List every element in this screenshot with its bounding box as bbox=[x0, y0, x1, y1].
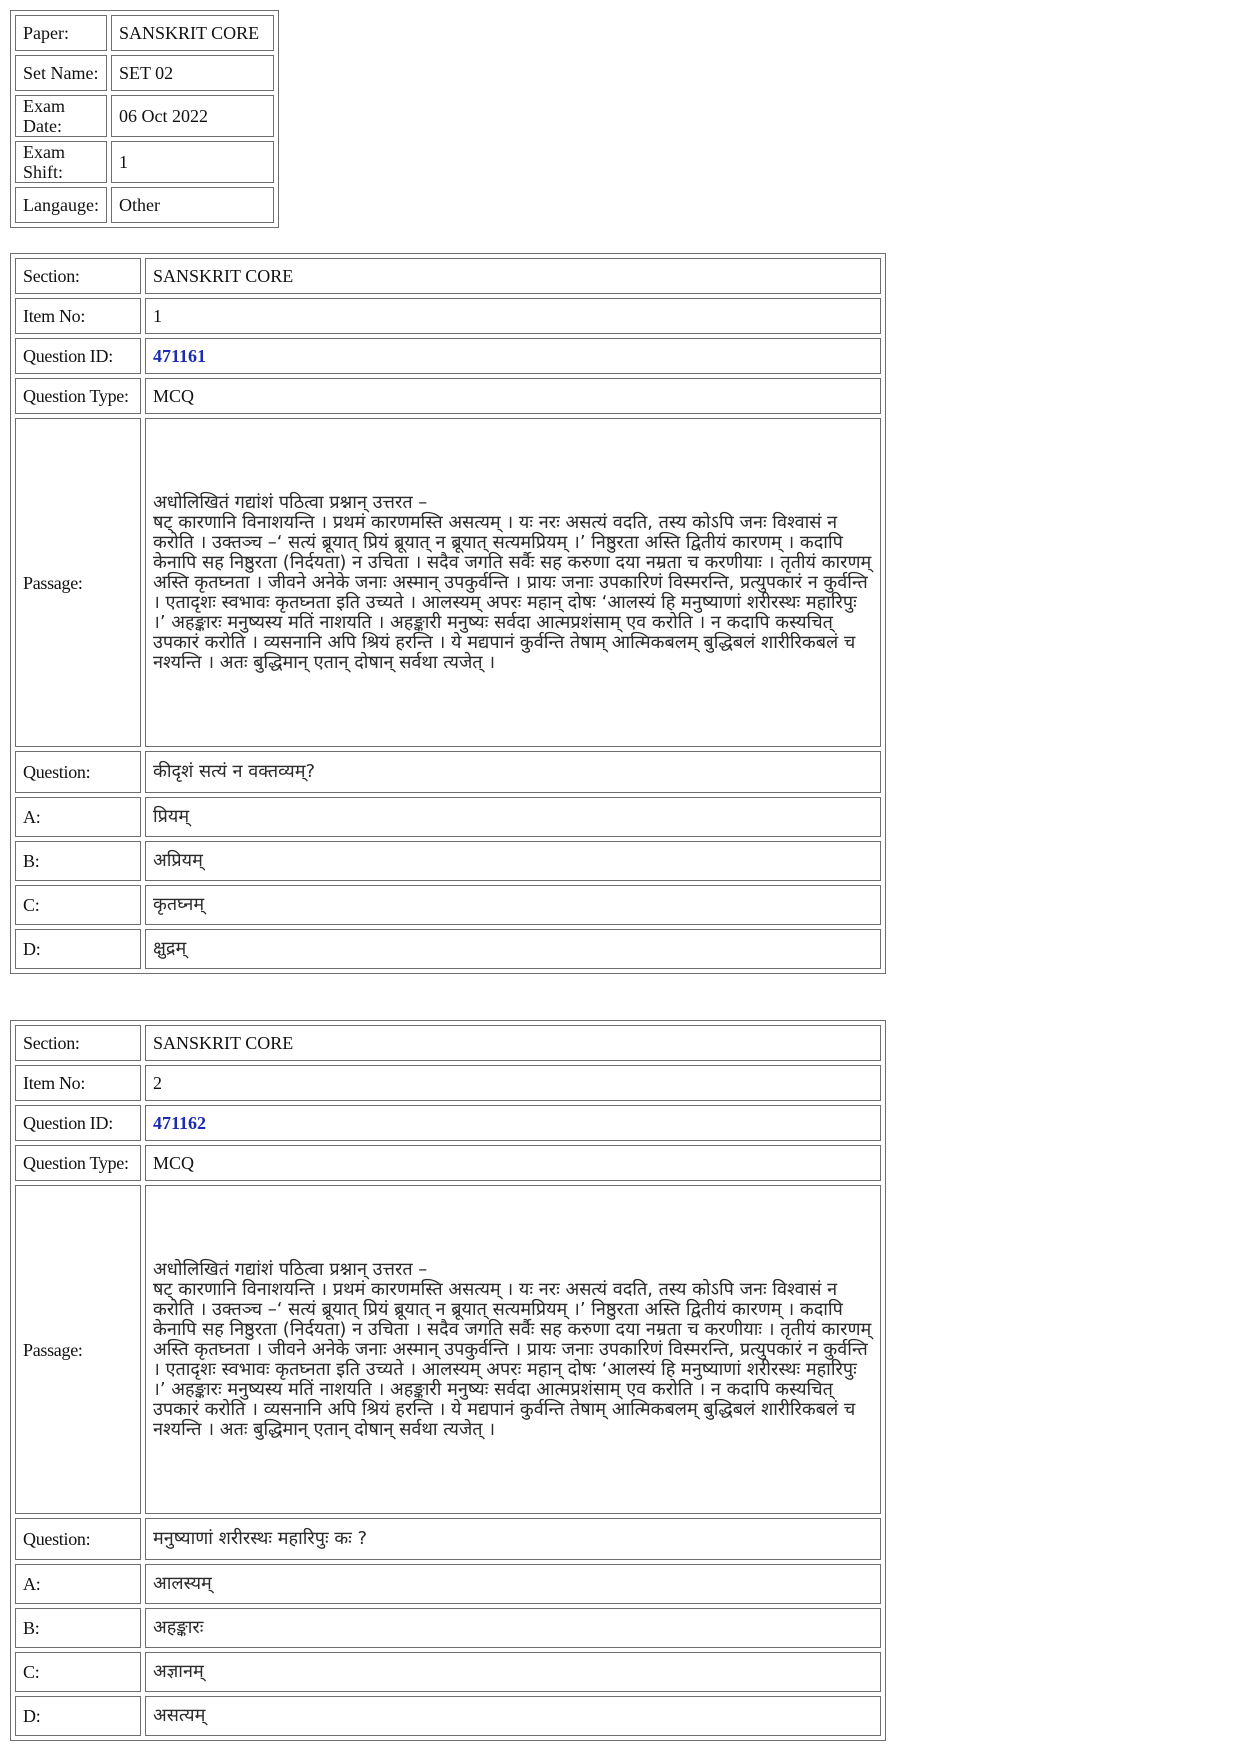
option-c-label: C: bbox=[15, 885, 141, 925]
set-name-row bbox=[15, 55, 274, 91]
question-type-value: MCQ bbox=[145, 378, 881, 414]
item-no-value: 2 bbox=[145, 1065, 881, 1101]
section-value: SANSKRIT CORE bbox=[145, 258, 881, 294]
question-type-label: Question Type: bbox=[15, 1145, 141, 1181]
section-row bbox=[15, 1025, 881, 1061]
paper-info-table bbox=[10, 10, 279, 228]
section-label: Section: bbox=[15, 1025, 141, 1061]
question-label: Question: bbox=[15, 1518, 141, 1560]
section-value: SANSKRIT CORE bbox=[145, 1025, 881, 1061]
set-name-value: SET 02 bbox=[111, 55, 274, 91]
item-no-value: 1 bbox=[145, 298, 881, 334]
question-id-cell bbox=[145, 338, 881, 374]
option-c-text: कृतघ्नम् bbox=[145, 885, 881, 925]
paper-row bbox=[15, 15, 274, 51]
exam-shift-row bbox=[15, 141, 274, 183]
option-b-label: B: bbox=[15, 1608, 141, 1648]
passage-cell bbox=[145, 418, 881, 747]
section-row bbox=[15, 258, 881, 294]
item-no-label: Item No: bbox=[15, 298, 141, 334]
question-text: कीदृशं सत्यं न वक्तव्यम्? bbox=[145, 751, 881, 793]
passage-label: Passage: bbox=[15, 1185, 141, 1514]
question-type-label: Question Type: bbox=[15, 378, 141, 414]
question-row bbox=[15, 1518, 881, 1560]
question-id-value: 471161 bbox=[153, 346, 207, 366]
item-no-row bbox=[15, 298, 881, 334]
section-label: Section: bbox=[15, 258, 141, 294]
option-a-row bbox=[15, 797, 881, 837]
option-d-row bbox=[15, 929, 881, 969]
question-id-label: Question ID: bbox=[15, 1105, 141, 1141]
question-type-value: MCQ bbox=[145, 1145, 881, 1181]
set-name-label: Set Name: bbox=[15, 55, 107, 91]
passage-row bbox=[15, 1185, 881, 1514]
option-a-text: आलस्यम् bbox=[145, 1564, 881, 1604]
question-table-1 bbox=[10, 253, 886, 974]
item-no-row bbox=[15, 1065, 881, 1101]
exam-shift-value: 1 bbox=[111, 141, 274, 183]
option-a-row bbox=[15, 1564, 881, 1604]
option-a-label: A: bbox=[15, 797, 141, 837]
item-no-label: Item No: bbox=[15, 1065, 141, 1101]
option-d-label: D: bbox=[15, 1696, 141, 1736]
option-d-label: D: bbox=[15, 929, 141, 969]
question-id-row bbox=[15, 1105, 881, 1141]
question-id-cell bbox=[145, 1105, 881, 1141]
option-b-text: अहङ्कारः bbox=[145, 1608, 881, 1648]
option-d-text: क्षुद्रम् bbox=[145, 929, 881, 969]
passage-cell bbox=[145, 1185, 881, 1514]
language-row bbox=[15, 187, 274, 223]
option-c-text: अज्ञानम् bbox=[145, 1652, 881, 1692]
option-c-row bbox=[15, 885, 881, 925]
exam-date-row bbox=[15, 95, 274, 137]
option-c-row bbox=[15, 1652, 881, 1692]
language-value: Other bbox=[111, 187, 274, 223]
option-a-label: A: bbox=[15, 1564, 141, 1604]
question-row bbox=[15, 751, 881, 793]
option-b-row bbox=[15, 1608, 881, 1648]
option-c-label: C: bbox=[15, 1652, 141, 1692]
option-b-label: B: bbox=[15, 841, 141, 881]
question-type-row bbox=[15, 1145, 881, 1181]
option-d-text: असत्यम् bbox=[145, 1696, 881, 1736]
exam-date-value: 06 Oct 2022 bbox=[111, 95, 274, 137]
option-a-text: प्रियम् bbox=[145, 797, 881, 837]
passage-row bbox=[15, 418, 881, 747]
exam-shift-label: Exam Shift: bbox=[15, 141, 107, 183]
exam-date-label: Exam Date: bbox=[15, 95, 107, 137]
question-table-2 bbox=[10, 1020, 886, 1741]
language-label: Langauge: bbox=[15, 187, 107, 223]
option-b-text: अप्रियम् bbox=[145, 841, 881, 881]
option-b-row bbox=[15, 841, 881, 881]
question-id-label: Question ID: bbox=[15, 338, 141, 374]
paper-value: SANSKRIT CORE bbox=[111, 15, 274, 51]
paper-label: Paper: bbox=[15, 15, 107, 51]
question-id-row bbox=[15, 338, 881, 374]
question-label: Question: bbox=[15, 751, 141, 793]
question-id-value: 471162 bbox=[153, 1113, 207, 1133]
passage-text: अधोलिखितं गद्यांशं पठित्वा प्रश्नान् उत्तरत – षट् कारणानि विनाशयन्ति । प्रथमं कारणमस्ति असत्यम् । यः नरः असत्यं वदति, तस्य कोऽपि जनः विश्वासं न करोति । उक्तञ्च –‘ सत्यं ब्रूयात् प्रियं ब्रूयात् न ब्रूयात् सत्यमप्रियम् ।’ निष्ठुरता अस्ति द्वितीयं कारणम् । कदापि केनापि सह निष्ठुरता (निर्दयता) न उचिता । सदैव जगति सर्वैः सह करुणा दया नम्रता च करणीयाः । तृतीयं कारणम् अस्ति कृतघ्नता । जीवने अनेके जनाः अस्मान् उपकुर्वन्ति । प्रायः जनाः उपकारिणं विस्मरन्ति, प्रत्युपकारं न कुर्वन्ति । एतादृशः स्वभावः कृतघ्नता इति उच्यते । आलस्यम् अपरः महान् दोषः ‘आलस्यं हि मनुष्याणां शरीरस्थः महारिपुः ।’ अहङ्कारः मनुष्यस्य मतिं नाशयति । अहङ्कारी मनुष्यः सर्वदा आत्मप्रशंसाम् एव करोति । न कदापि कस्यचित् उपकारं करोति । व्यसनानि अपि श्रियं हरन्ति । ये मद्यपानं कुर्वन्ति तेषाम् आत्मिकबलम् बुद्धिबलं शारीरिकबलं च नश्यन्ति । अतः बुद्धिमान् एतान् दोषान् सर्वथा त्यजेत् । bbox=[153, 491, 872, 673]
option-d-row bbox=[15, 1696, 881, 1736]
passage-text: अधोलिखितं गद्यांशं पठित्वा प्रश्नान् उत्तरत – षट् कारणानि विनाशयन्ति । प्रथमं कारणमस्ति असत्यम् । यः नरः असत्यं वदति, तस्य कोऽपि जनः विश्वासं न करोति । उक्तञ्च –‘ सत्यं ब्रूयात् प्रियं ब्रूयात् न ब्रूयात् सत्यमप्रियम् ।’ निष्ठुरता अस्ति द्वितीयं कारणम् । कदापि केनापि सह निष्ठुरता (निर्दयता) न उचिता । सदैव जगति सर्वैः सह करुणा दया नम्रता च करणीयाः । तृतीयं कारणम् अस्ति कृतघ्नता । जीवने अनेके जनाः अस्मान् उपकुर्वन्ति । प्रायः जनाः उपकारिणं विस्मरन्ति, प्रत्युपकारं न कुर्वन्ति । एतादृशः स्वभावः कृतघ्नता इति उच्यते । आलस्यम् अपरः महान् दोषः ‘आलस्यं हि मनुष्याणां शरीरस्थः महारिपुः ।’ अहङ्कारः मनुष्यस्य मतिं नाशयति । अहङ्कारी मनुष्यः सर्वदा आत्मप्रशंसाम् एव करोति । न कदापि कस्यचित् उपकारं करोति । व्यसनानि अपि श्रियं हरन्ति । ये मद्यपानं कुर्वन्ति तेषाम् आत्मिकबलम् बुद्धिबलं शारीरिकबलं च नश्यन्ति । अतः बुद्धिमान् एतान् दोषान् सर्वथा त्यजेत् । bbox=[153, 1258, 872, 1440]
question-text: मनुष्याणां शरीरस्थः महारिपुः कः ? bbox=[145, 1518, 881, 1560]
question-type-row bbox=[15, 378, 881, 414]
passage-label: Passage: bbox=[15, 418, 141, 747]
